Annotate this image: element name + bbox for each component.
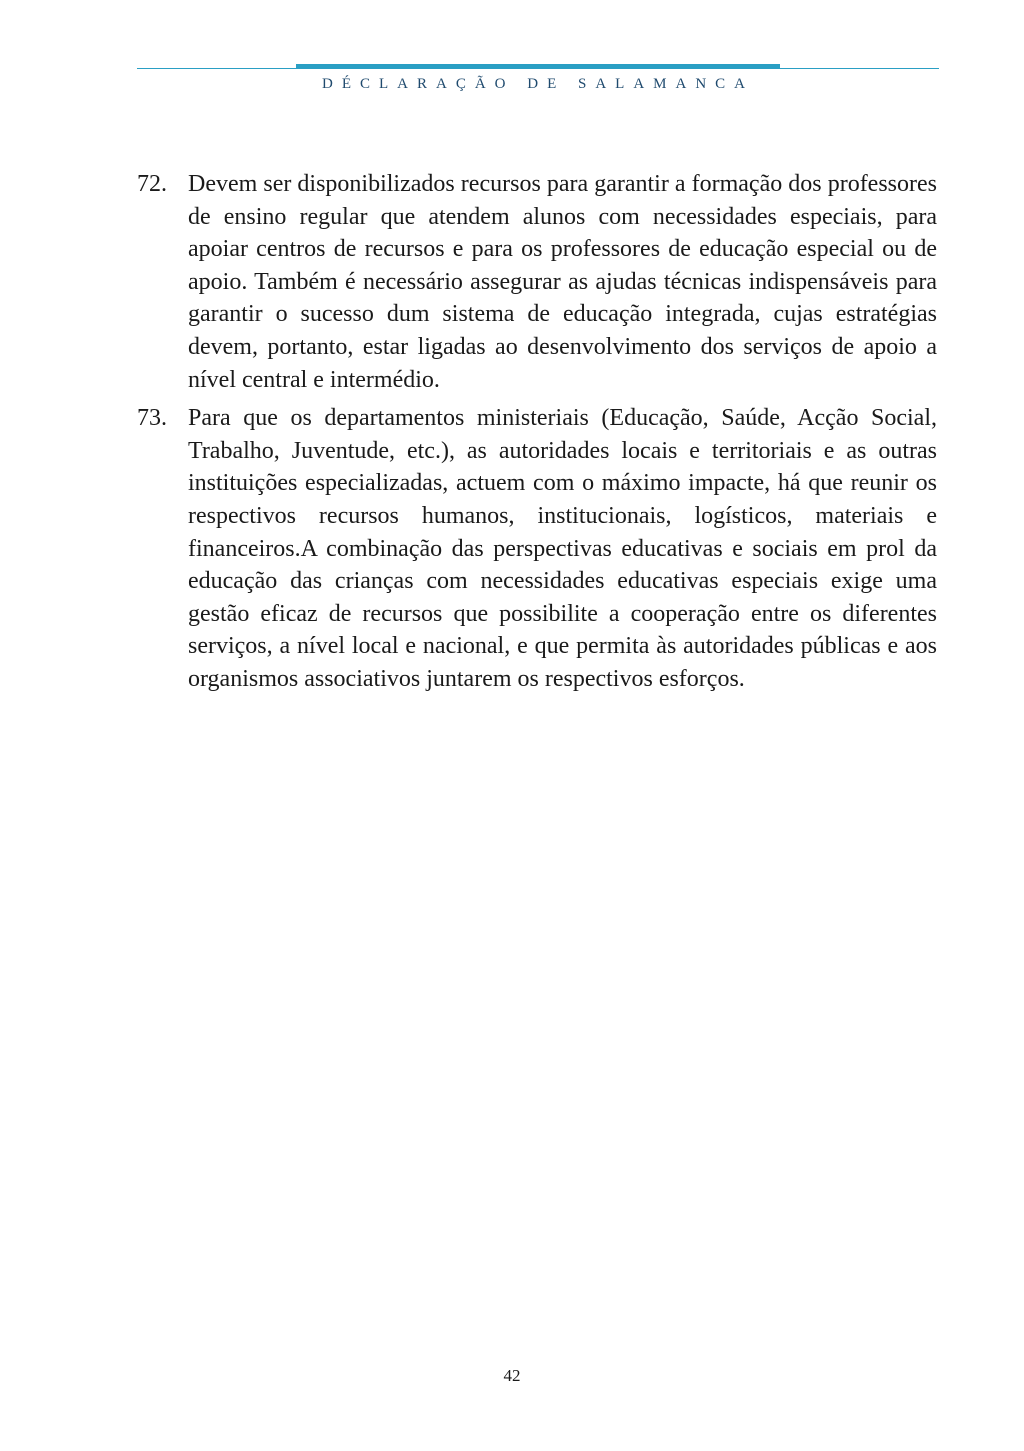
paragraph-72 xyxy=(137,168,937,396)
paragraph-text: Para que os departamentos ministeriais (Educação, Saúde, Acção Social, Trabalho, Juventude, etc.), as autoridades locais e territoriais e as outras instituições especializadas, actuem com o máximo impacte, há que reunir os respectivos recursos humanos, institucionais, logísticos, materiais e financeiros.A combinação das perspectivas educativas e sociais em prol da educação das crianças com necessidades educativas especiais exige uma gestão eficaz de recursos que possibilite a cooperação entre os diferentes serviços, a nível local e nacional, e que permita às autoridades públicas e aos organismos associativos juntarem os respectivos esforços. xyxy=(188,405,937,692)
paragraph-text: Devem ser disponibilizados recursos para garantir a formação dos professores de ensino regular que atendem alunos com necessidades especiais, para apoiar centros de recursos e para os professores de educação especial ou de apoio. Também é necessário assegurar as ajudas técnicas indispensáveis para garantir o sucesso dum sistema de educação integrada, cujas estratégias devem, portanto, estar ligadas ao desenvolvimento dos serviços de apoio a nível central e intermédio. xyxy=(188,171,937,393)
running-header-title: DÉCLARAÇÃO DE SALAMANCA xyxy=(321,76,754,92)
paragraph-number: 73. xyxy=(137,405,167,432)
document-body xyxy=(137,168,937,702)
paragraph-73 xyxy=(137,402,937,695)
page-number: 42 xyxy=(503,1366,521,1385)
paragraph-number: 72. xyxy=(137,171,167,197)
header-accent-bar xyxy=(296,64,780,69)
